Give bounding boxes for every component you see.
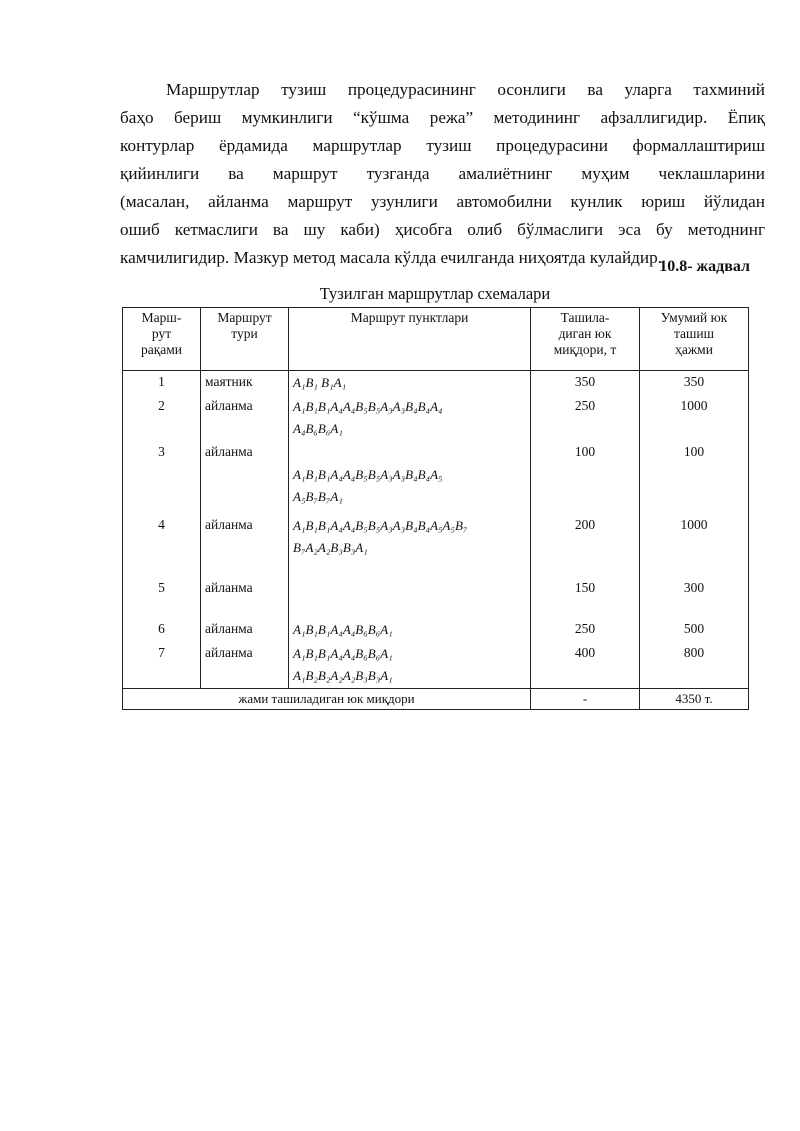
table-caption: Тузилган маршрутлар схемалари — [319, 284, 551, 303]
cargo-cell: 350 — [531, 371, 640, 396]
paragraph-line: контурлар ёрдамида маршрутлар тузиш процедурасини формаллаштириш — [120, 136, 765, 155]
table-row — [123, 441, 749, 514]
route-type-cell: айланма — [201, 618, 289, 642]
paragraph-line: қийинлиги ва маршрут тузганда амалиётнинг муҳим чеклашларини — [120, 164, 765, 183]
table-header-row — [123, 308, 749, 371]
route-points-cell — [289, 618, 531, 642]
total-cargo: - — [531, 689, 640, 710]
route-number-cell: 3 — [123, 441, 201, 514]
total-cell: 350 — [640, 371, 749, 396]
route-points-line: A₁B₁B₁A₄A₄B₆B₆A₁ — [293, 646, 393, 661]
header-cargo: Ташила- диган юк миқдори, т — [531, 308, 640, 371]
route-points-cell — [289, 642, 531, 689]
table-row — [123, 642, 749, 689]
total-cell: 800 — [640, 642, 749, 689]
route-number-cell: 2 — [123, 395, 201, 441]
route-type-cell: айланма — [201, 642, 289, 689]
route-points-cell — [289, 441, 531, 514]
paragraph-line: камчилигидир. Мазкур метод масала кўлда ечилганда ниҳоятда кулайдир. — [120, 248, 662, 267]
cargo-cell: 400 — [531, 642, 640, 689]
total-cell: 100 — [640, 441, 749, 514]
paragraph-line: Маршрутлар тузиш процедурасининг осонлиги ва уларга тахминий — [166, 80, 765, 99]
route-type-cell: маятник — [201, 371, 289, 396]
route-number-cell: 1 — [123, 371, 201, 396]
route-points-line: A₁B₂B₂A₂A₂B₃B₃A₁ — [293, 668, 393, 683]
table-number: 10.8- жадвал — [659, 258, 750, 275]
header-route-type: Маршрут тури — [201, 308, 289, 371]
route-points-line: B₇A₂A₂B₃B₃A₁ — [293, 540, 368, 555]
route-points-line — [293, 442, 526, 464]
header-route-points: Маршрут пунктлари — [289, 308, 531, 371]
cargo-cell: 200 — [531, 514, 640, 577]
route-points-line: A₁B₁B₁A₄A₄B₆B₆A₁ — [293, 622, 393, 637]
route-type-cell: айланма — [201, 441, 289, 514]
route-points-line: A₁B₁B₁A₄A₄B₅B₅A₃A₃B₄B₄A₅A₅B₇ — [293, 518, 468, 533]
table-row — [123, 395, 749, 441]
cargo-cell: 100 — [531, 441, 640, 514]
paragraph-line: (масалан, айланма маршрут узунлиги автомобилни кунлик юриш йўлидан — [120, 192, 765, 211]
table-row — [123, 371, 749, 396]
cargo-cell: 150 — [531, 577, 640, 618]
route-points-cell — [289, 371, 531, 396]
paragraph-line: ошиб кетмаслиги ва шу каби) ҳисобга олиб бўлмаслиги эса бу методнинг — [120, 220, 765, 239]
route-number-cell: 5 — [123, 577, 201, 618]
route-number-cell: 7 — [123, 642, 201, 689]
cargo-cell: 250 — [531, 618, 640, 642]
route-points-line: A₁B₁B₁A₄A₄B₅B₅A₃A₃B₄B₄A₄ — [293, 399, 443, 414]
route-points-line: A₁B₁ B₁A₁ — [293, 375, 347, 390]
total-cell: 1000 — [640, 514, 749, 577]
table-row — [123, 618, 749, 642]
total-cell: 500 — [640, 618, 749, 642]
route-points-cell — [289, 395, 531, 441]
route-type-cell: айланма — [201, 514, 289, 577]
route-points-line: A₄B₆B₆A₁ — [293, 421, 343, 436]
table-row — [123, 577, 749, 618]
route-type-cell: айланма — [201, 577, 289, 618]
route-points-line — [293, 578, 526, 600]
cargo-cell: 250 — [531, 395, 640, 441]
table-row — [123, 514, 749, 577]
total-cell: 300 — [640, 577, 749, 618]
routes-table — [122, 307, 749, 710]
header-route-no: Марш- рут рақами — [123, 308, 201, 371]
paragraph-line: баҳо бериш мумкинлиги “кўшма режа” методининг афзаллигидир. Ёпиқ — [120, 108, 765, 127]
route-points-line: A₅B₇B₇A₁ — [293, 489, 343, 504]
route-points-cell — [289, 577, 531, 618]
route-points-cell — [289, 514, 531, 577]
total-value: 4350 т. — [640, 689, 749, 710]
body-paragraph — [120, 76, 765, 272]
route-type-cell: айланма — [201, 395, 289, 441]
header-total: Умумий юк ташиш ҳажми — [640, 308, 749, 371]
total-cell: 1000 — [640, 395, 749, 441]
route-points-line: A₁B₁B₁A₄A₄B₅B₅A₃A₃B₄B₄A₅ — [293, 467, 443, 482]
total-row — [123, 689, 749, 710]
route-number-cell: 4 — [123, 514, 201, 577]
route-number-cell: 6 — [123, 618, 201, 642]
total-label: жами ташиладиган юк миқдори — [123, 689, 531, 710]
